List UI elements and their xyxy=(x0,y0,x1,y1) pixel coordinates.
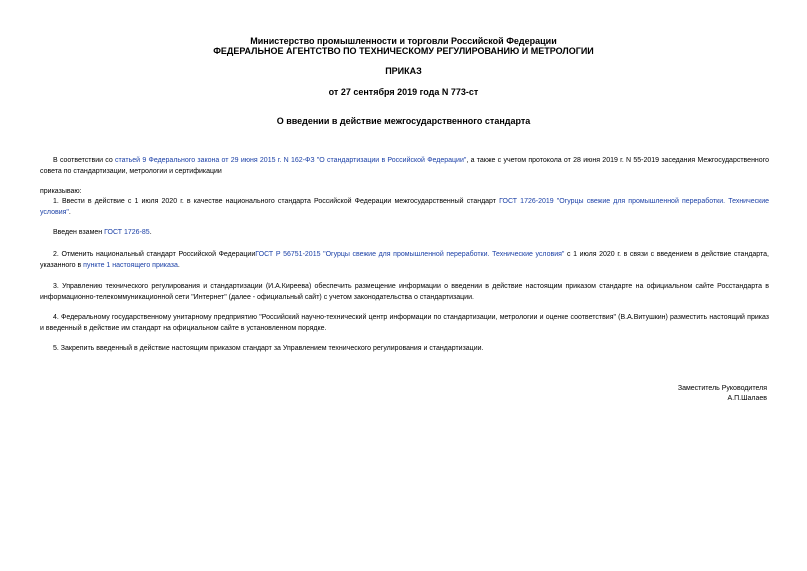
signatory-name: А.П.Шалаев xyxy=(727,395,767,402)
signatory-position: Заместитель Руководителя xyxy=(677,385,767,392)
document-type: ПРИКАЗ xyxy=(385,66,422,76)
replaced-text-after: . xyxy=(149,229,152,236)
gost-r-56751-2015-link[interactable]: ГОСТ Р 56751-2015 "Огурцы свежие для промышленной переработки. Технические условия" xyxy=(255,251,565,258)
item-5-paragraph: 5. Закрепить введенный в действие настоящим приказом стандарт за Управлением технического регулирования и стандартизации. xyxy=(53,345,484,352)
federal-law-link[interactable]: статьей 9 Федерального закона от 29 июня 2015 г. N 162-ФЗ "О стандартизации в Российской Федерации" xyxy=(115,157,467,164)
item-2-text-before: 2. Отменить национальный стандарт Российской Федерации xyxy=(53,251,256,258)
agency-name: ФЕДЕРАЛЬНОЕ АГЕНТСТВО ПО ТЕХНИЧЕСКОМУ РЕГУЛИРОВАНИЮ И МЕТРОЛОГИИ xyxy=(213,46,594,56)
document-title: О введении в действие межгосударственного стандарта xyxy=(276,116,531,126)
intro-text-after: , а также с учетом протокола от 28 июня 2019 г. N 55-2019 заседания Межгосударственного совета по стандартизации, метрологии и сертификации xyxy=(40,157,769,175)
item-4-paragraph: 4. Федеральному государственному унитарному предприятию "Российский научно-технический центр информации по стандартизации, метрологии и оценке соответствия" (В.А.Витушкин) разместить настоящий приказ и введенный в действие им стандарт на официальном сайте в установленном порядке. xyxy=(40,314,769,332)
replaced-standard-line xyxy=(53,227,152,238)
intro-text-before: В соответствии со xyxy=(53,157,116,164)
item-1-paragraph xyxy=(40,196,769,218)
intro-paragraph xyxy=(40,155,769,177)
order-word: приказываю: xyxy=(40,188,82,195)
gost-1726-2019-link[interactable]: ГОСТ 1726-2019 "Огурцы свежие для промышленной переработки. Технические условия" xyxy=(40,198,770,216)
gost-1726-85-link[interactable]: ГОСТ 1726-85 xyxy=(104,229,150,236)
replaced-text-before: Введен взамен xyxy=(53,229,105,236)
item-2-paragraph xyxy=(40,249,769,271)
item-1-text-after: . xyxy=(68,209,71,216)
order-item-1-link[interactable]: пункте 1 настоящего приказа xyxy=(83,262,178,269)
item-2-text-middle: с 1 июля 2020 г. в связи с введением в действие стандарта, указанного в xyxy=(40,251,769,269)
item-3-paragraph: 3. Управлению технического регулирования и стандартизации (И.А.Киреева) обеспечить размещение информации о введении в действие настоящим приказом стандарте на официальном сайте Росстандарта в информационно-телекоммуникационной сети "Интернет" (далее - официальный сайт) с учетом законодательства о стандартизации. xyxy=(40,283,769,301)
ministry-name: Министерство промышленности и торговли Российской Федерации xyxy=(250,36,557,46)
document-date-number: от 27 сентября 2019 года N 773-ст xyxy=(328,87,479,97)
item-1-text-before: 1. Ввести в действие с 1 июля 2020 г. в качестве национального стандарта Российской Федерации межгосударственный стандарт xyxy=(53,198,500,205)
item-2-text-after: . xyxy=(177,262,180,269)
